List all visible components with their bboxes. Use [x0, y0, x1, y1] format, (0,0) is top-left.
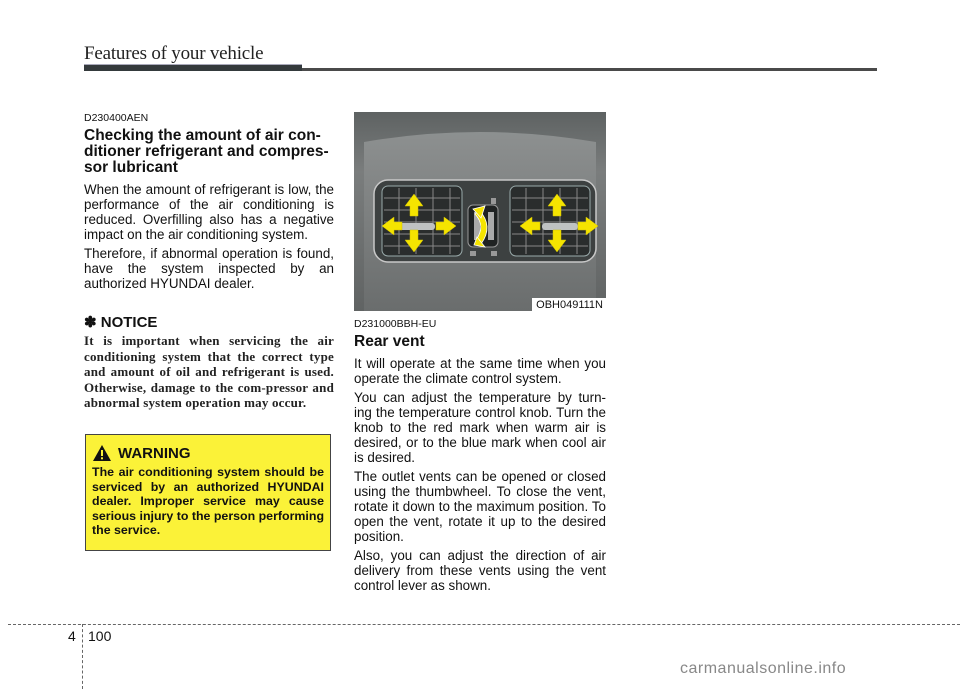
- page-number: 100: [88, 628, 112, 644]
- section-code: D230400AEN: [84, 112, 149, 124]
- warning-body: The air conditioning system should be serviced by an authorized HYUNDAI dealer. Improper service may cause serious injury to the person performing the service.: [92, 465, 325, 537]
- figure-code: OBH049111N: [532, 298, 606, 311]
- notice-body: It is important when servicing the air conditioning system that the correct type and amount of oil and refrigerant is used. Otherwise, damage to the com-pressor and abnormal system operation may occur.: [84, 333, 334, 410]
- paragraph: It will operate at the same time when you operate the climate control system.: [354, 356, 606, 386]
- chapter-number: 4: [68, 628, 76, 644]
- warning-triangle-icon: [92, 444, 112, 462]
- warning-header: [92, 444, 324, 462]
- footer-divider: [8, 624, 960, 625]
- section-heading: Checking the amount of air con-ditioner refrigerant and compres-sor lubricant: [84, 127, 329, 176]
- paragraph: When the amount of refrigerant is low, the performance of the air conditioning is reduced. Overfilling also has a negative impact on the air conditioning system.: [84, 182, 334, 242]
- footer-vertical-divider: [82, 624, 83, 689]
- section-heading: Rear vent: [354, 333, 425, 350]
- paragraph: Also, you can adjust the direction of air delivery from these vents using the vent control lever as shown.: [354, 548, 606, 593]
- watermark-link[interactable]: carmanualsonline.info: [680, 660, 847, 677]
- page-header-title: Features of your vehicle: [84, 43, 264, 64]
- paragraph: Therefore, if abnormal operation is found, have the system inspected by an authorized HYUNDAI dealer.: [84, 246, 334, 291]
- rear-vent-figure: [354, 112, 606, 311]
- header-bar-rule: [302, 68, 877, 71]
- warning-title: WARNING: [118, 444, 191, 462]
- left-column: [84, 112, 334, 411]
- section-code: D231000BBH-EU: [354, 318, 437, 330]
- warning-box: [85, 434, 331, 551]
- notice-title: ✽ NOTICE: [84, 314, 158, 331]
- rear-vent-illustration: [354, 112, 606, 311]
- middle-column: [354, 112, 606, 597]
- paragraph: The outlet vents can be opened or closed using the thumbwheel. To close the vent, rotate it down to the maximum position. To open the vent, rotate it up to the desired position.: [354, 469, 606, 544]
- paragraph: You can adjust the temperature by turn-ing the temperature control knob. Turn the knob to the red mark when warm air is desired, or to the blue mark when cool air is desired.: [354, 390, 606, 465]
- header-bar-accent: [84, 64, 302, 71]
